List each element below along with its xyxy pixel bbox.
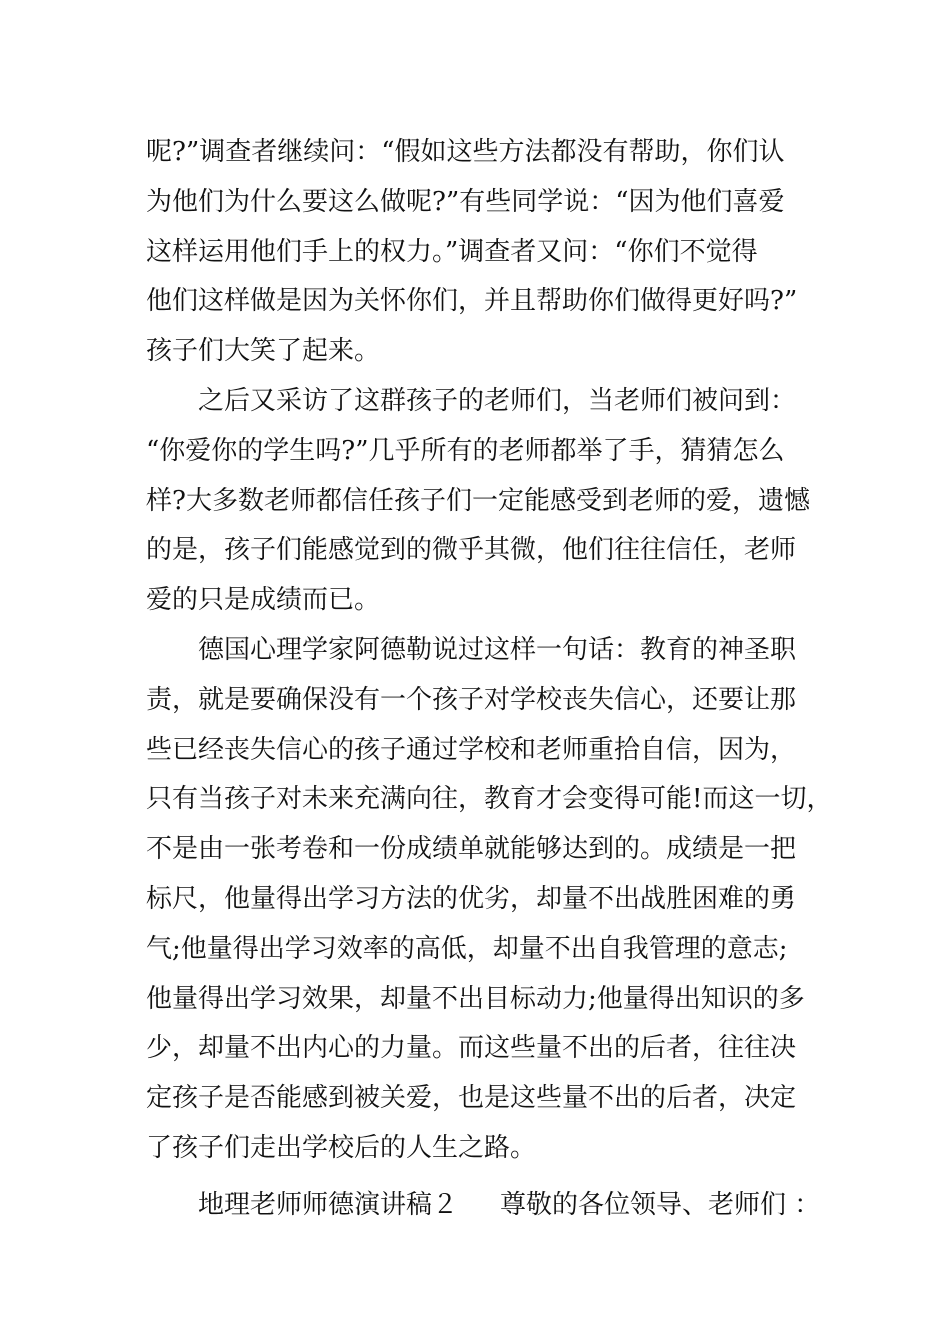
text-line: 爱的只是成绩而已。 [146, 585, 381, 616]
text-line: 标尺，他量得出学习方法的优劣，却量不出战胜困难的勇 [146, 883, 797, 914]
text-line: 呢?”调查者继续问：“假如这些方法都没有帮助，你们认 [146, 137, 785, 167]
section-heading [146, 1180, 826, 1230]
paragraph [146, 377, 826, 626]
paragraph [146, 128, 826, 377]
text-line: 定孩子是否能感到被关爱，也是这些量不出的后者，决定 [146, 1083, 797, 1114]
text-line: 气;他量得出学习效率的高低，却量不出自我管理的意志; [146, 933, 788, 964]
text-line: 孩子们大笑了起来。 [146, 336, 381, 367]
text-line: 的是，孩子们能感觉到的微乎其微，他们往往信任，老师 [146, 535, 797, 566]
text-line: 了孩子们走出学校后的人生之路。 [146, 1132, 537, 1163]
paragraph [146, 626, 833, 1174]
salutation: 尊敬的各位领导、老师们 ： [500, 1189, 821, 1220]
text-line: 少，却量不出内心的力量。而这些量不出的后者，往往决 [146, 1033, 797, 1064]
section-title: 地理老师师德演讲稿２ [198, 1189, 459, 1220]
document-body [146, 128, 833, 1230]
text-line: 他们这样做是因为关怀你们，并且帮助你们做得更好吗?” [146, 286, 798, 317]
text-line: 样?大多数老师都信任孩子们一定能感受到老师的爱，遗憾 [146, 485, 810, 516]
text-line: 这样运用他们手上的权力。”调查者又问：“你们不觉得 [146, 236, 758, 267]
text-line: 不是由一张考卷和一份成绩单就能够达到的。成绩是一把 [146, 834, 797, 865]
text-line: “你爱你的学生吗?”几乎所有的老师都举了手，猜猜怎么 [146, 435, 785, 466]
text-line: 他量得出学习效果，却量不出目标动力;他量得出知识的多 [146, 983, 805, 1014]
text-line: 之后又采访了这群孩子的老师们，当老师们被问到： [198, 385, 797, 416]
text-line: 德国心理学家阿德勒说过这样一句话：教育的神圣职 [198, 634, 797, 665]
text-line: 些已经丧失信心的孩子通过学校和老师重拾自信，因为， [146, 734, 797, 765]
text-line: 只有当孩子对未来充满向往，教育才会变得可能!而这一切， [146, 784, 833, 815]
text-line: 为他们为什么要这么做呢?”有些同学说：“因为他们喜爱 [146, 186, 785, 217]
text-line: 责，就是要确保没有一个孩子对学校丧失信心，还要让那 [146, 684, 797, 715]
